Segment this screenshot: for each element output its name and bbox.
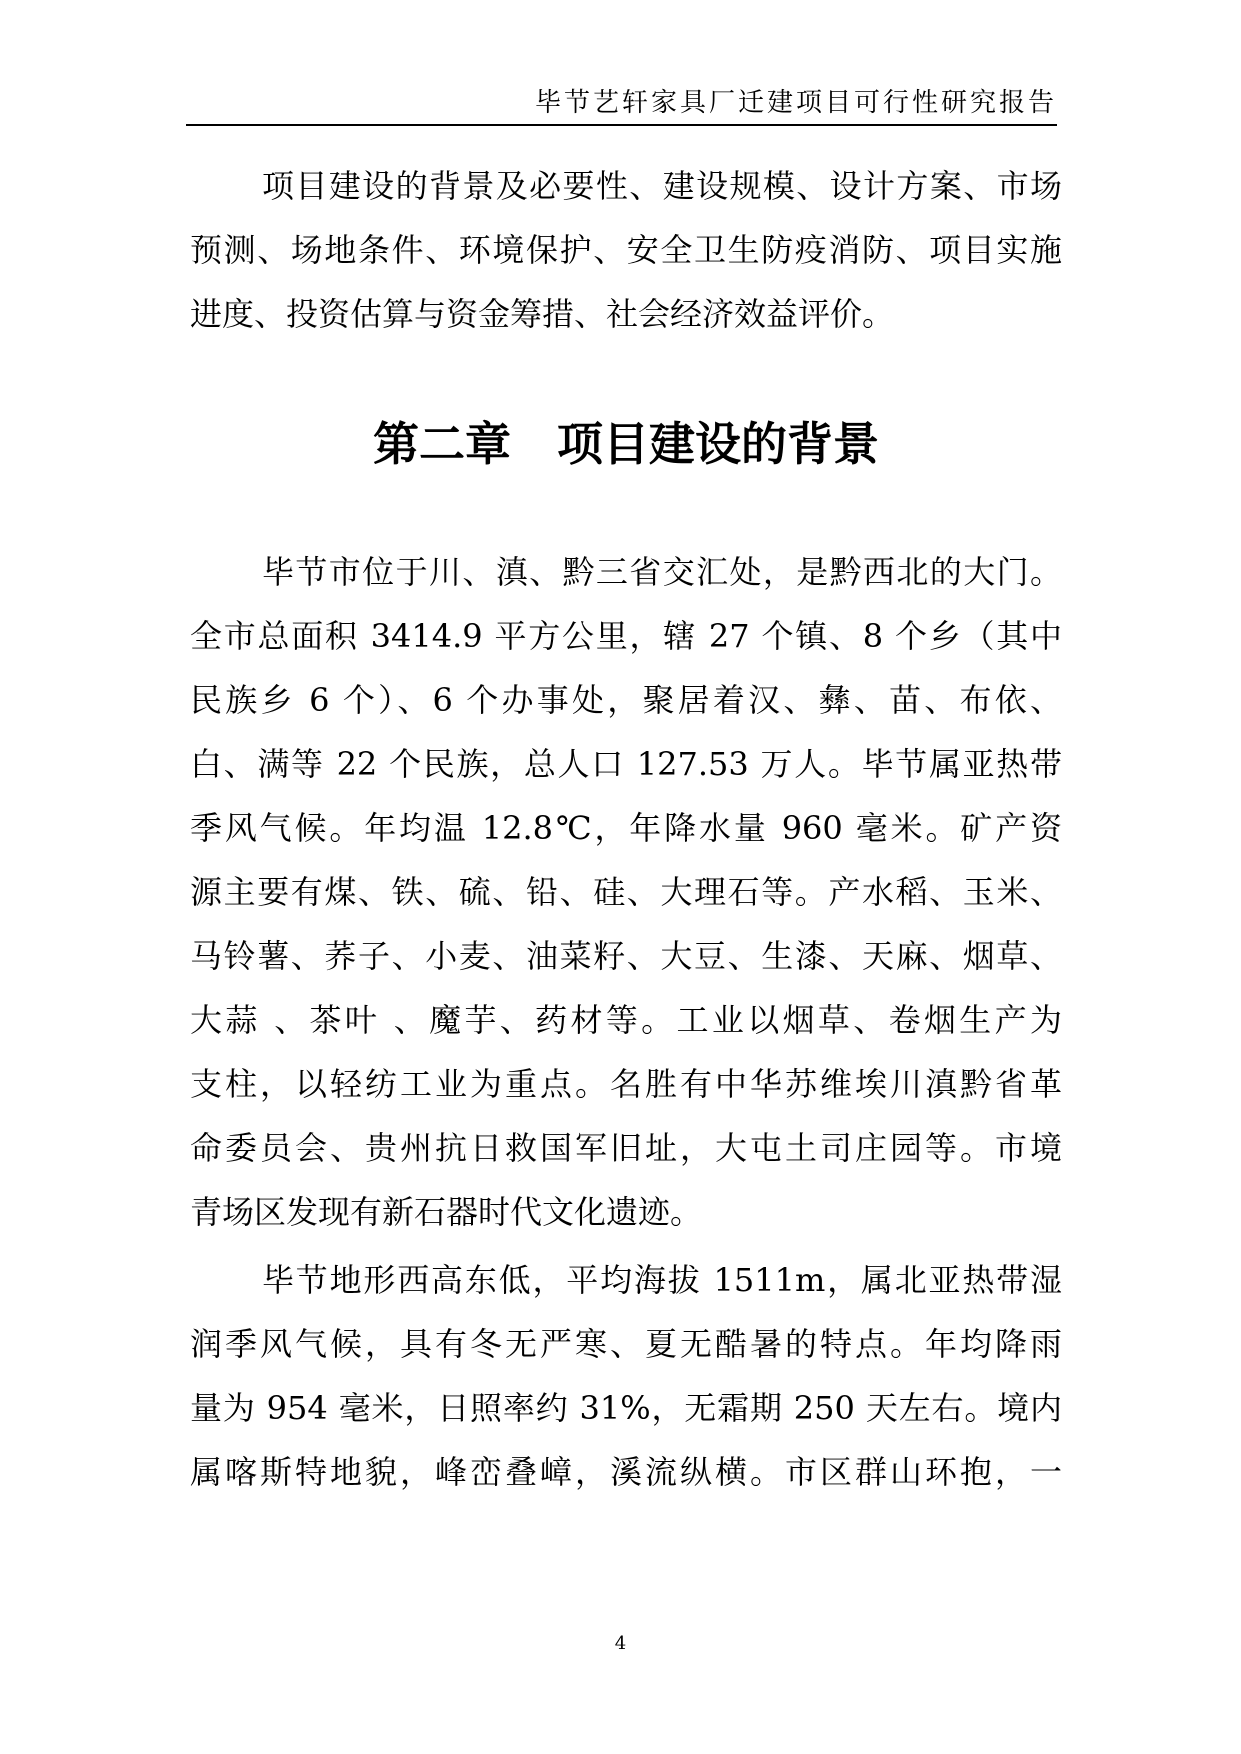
chapter-title: 第二章 项目建设的背景 xyxy=(373,417,879,471)
text-line: 白、满等 22 个民族，总人口 127.53 万人。毕节属亚热带 xyxy=(190,745,1062,783)
text-line: 季风气候。年均温 12.8℃，年降水量 960 毫米。矿产资 xyxy=(190,809,1062,847)
text-line: 项目建设的背景及必要性、建设规模、设计方案、市场 xyxy=(262,167,1062,205)
text-line: 支柱，以轻纺工业为重点。名胜有中华苏维埃川滇黔省革 xyxy=(190,1065,1062,1103)
text-line: 全市总面积 3414.9 平方公里，辖 27 个镇、8 个乡（其中 xyxy=(190,617,1062,655)
text-line: 民族乡 6 个）、6 个办事处，聚居着汉、彝、苗、布依、 xyxy=(190,681,1062,719)
text-line: 属喀斯特地貌，峰峦叠嶂，溪流纵横。市区群山环抱，一 xyxy=(190,1453,1062,1491)
text-line: 量为 954 毫米，日照率约 31%，无霜期 250 天左右。境内 xyxy=(190,1389,1062,1427)
text-line: 毕节市位于川、滇、黔三省交汇处，是黔西北的大门。 xyxy=(262,553,1062,591)
text-line: 预测、场地条件、环境保护、安全卫生防疫消防、项目实施 xyxy=(190,231,1062,269)
text-line: 马铃薯、荞子、小麦、油菜籽、大豆、生漆、天麻、烟草、 xyxy=(190,937,1062,975)
text-line: 源主要有煤、铁、硫、铅、硅、大理石等。产水稻、玉米、 xyxy=(190,873,1062,911)
text-line: 进度、投资估算与资金筹措、社会经济效益评价。 xyxy=(190,295,895,333)
page-number: 4 xyxy=(614,1633,627,1654)
text-line: 青场区发现有新石器时代文化遗迹。 xyxy=(190,1193,703,1231)
body-paragraph-1 xyxy=(190,540,1062,1244)
text-line: 大蒜 、茶叶 、魔芋、药材等。工业以烟草、卷烟生产为 xyxy=(190,1001,1062,1039)
running-header-title: 毕节艺轩家具厂迁建项目可行性研究报告 xyxy=(534,88,1057,118)
body-paragraph-2 xyxy=(190,1248,1062,1504)
running-header xyxy=(186,86,1057,126)
text-line: 润季风气候，具有冬无严寒、夏无酷暑的特点。年均降雨 xyxy=(190,1325,1062,1363)
intro-paragraph xyxy=(190,154,1062,346)
text-line: 毕节地形西高东低，平均海拔 1511m，属北亚热带湿 xyxy=(262,1261,1062,1299)
text-line: 命委员会、贵州抗日救国军旧址，大屯土司庄园等。市境 xyxy=(190,1129,1062,1167)
